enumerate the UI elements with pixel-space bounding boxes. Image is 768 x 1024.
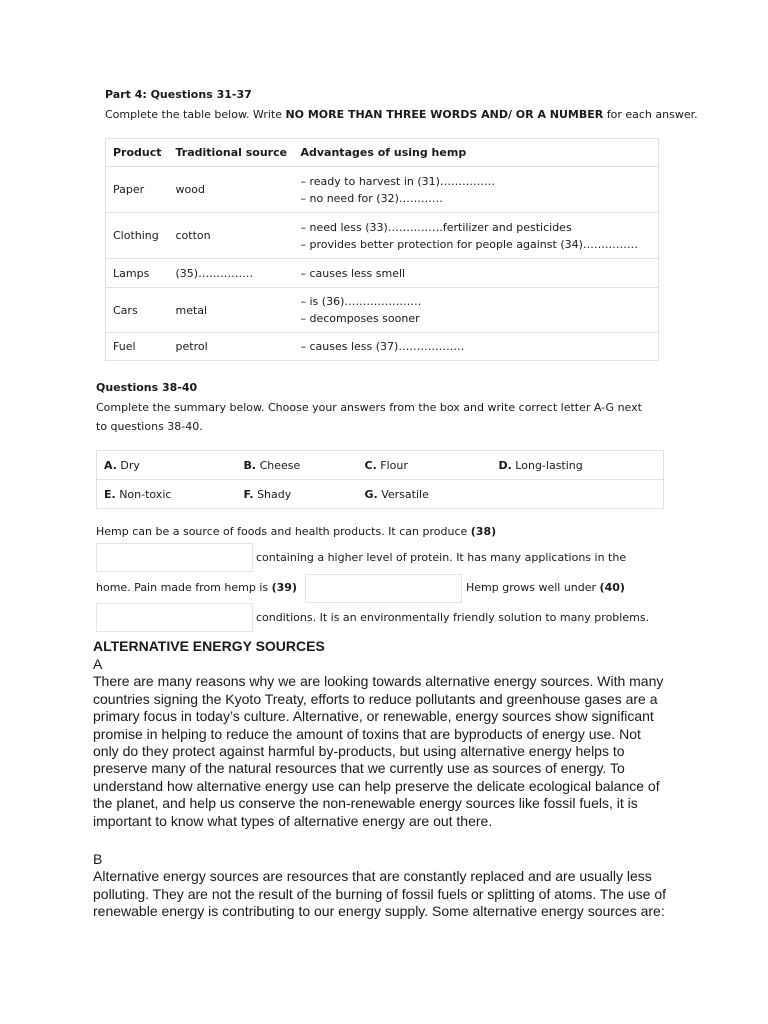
cell-product: Clothing [106, 213, 169, 259]
options-box [96, 450, 664, 509]
section-label: A [93, 656, 103, 672]
cell-source: cotton [169, 213, 294, 259]
instruction-text-end: for each answer. [603, 108, 698, 121]
table-row [106, 167, 659, 213]
hemp-table [105, 138, 659, 361]
summary-line-1 [96, 525, 496, 538]
table-row [106, 333, 659, 361]
paragraph-line: the planet, and help us conserve the non-renewable energy sources like fossil fuels, it is [93, 795, 638, 812]
question-number-38: (38) [470, 525, 497, 538]
option-letter: D. [498, 458, 512, 472]
paragraph-line: polluting. They are not the result of the burning of fossil fuels or splitting of atoms. The use of [93, 885, 667, 902]
option-text: Non-toxic [115, 487, 172, 501]
cell-source: wood [169, 167, 294, 213]
col-traditional-source: Traditional source [169, 139, 294, 167]
cell-product: Fuel [106, 333, 169, 361]
instruction-line-1: Complete the summary below. Choose your answers from the box and write correct letter A-G next [96, 401, 642, 414]
summary-line-4: conditions. It is an environmentally friendly solution to many problems. [256, 611, 650, 624]
summary-line-3b [466, 581, 625, 594]
paragraph-line: promise in helping to reduce the amount of toxins that are byproducts of energy use. Not [93, 725, 641, 742]
summary-text: Hemp grows well under [466, 581, 600, 594]
paragraph-line: There are many reasons why we are looking towards alternative energy sources. With many [93, 673, 664, 690]
section-label: B [93, 851, 103, 867]
advantage-line: – provides better protection for people against (34)…………… [300, 237, 638, 251]
options-row [97, 451, 664, 480]
col-advantages: Advantages of using hemp [294, 139, 659, 167]
paragraph-line: important to know what types of alternative energy are out there. [93, 812, 493, 829]
summary-line-2: containing a higher level of protein. It has many applications in the [256, 551, 627, 564]
paragraph-line: countries signing the Kyoto Treaty, efforts to reduce pollutants and greenhouse gases are a [93, 690, 658, 707]
cell-advantages [294, 167, 659, 213]
option-letter: C. [364, 458, 377, 472]
question-number-40: (40) [599, 581, 625, 594]
part38-instruction [96, 398, 642, 436]
article-section-a [93, 656, 693, 830]
option-text: Dry [116, 458, 140, 472]
option-d [492, 451, 664, 480]
table-row [106, 288, 659, 333]
answer-blank-39[interactable] [305, 574, 462, 603]
option-letter: E. [104, 487, 116, 501]
cell-product: Paper [106, 167, 169, 213]
advantage-line: – need less (33)……………fertilizer and pesticides [300, 220, 572, 234]
cell-source: metal [169, 288, 294, 333]
advantage-line: – is (36)………………… [300, 295, 422, 308]
paragraph-line: only do they protect against harmful by-products, but using alternative energy helps to [93, 743, 625, 760]
cell-advantages [294, 333, 659, 361]
advantage-line: – ready to harvest in (31)…………… [300, 174, 495, 188]
cell-advantages [294, 288, 659, 333]
paragraph-line: Alternative energy sources are resources that are constantly replaced and are usually less [93, 868, 652, 885]
options-row [97, 480, 664, 509]
part38-heading: Questions 38-40 [96, 381, 198, 394]
cell-advantages [294, 259, 659, 288]
option-text: Flour [376, 458, 408, 472]
cell-source: petrol [169, 333, 294, 361]
option-letter: G. [364, 487, 378, 501]
option-letter: A. [104, 458, 117, 472]
answer-blank-38[interactable] [96, 543, 253, 572]
option-b [237, 451, 358, 480]
cell-product: Cars [106, 288, 169, 333]
option-text: Shady [253, 487, 292, 501]
option-a [97, 451, 237, 480]
part4-heading: Part 4: Questions 31-37 [105, 88, 252, 101]
answer-blank-40[interactable] [96, 603, 253, 632]
summary-line-3 [96, 581, 297, 594]
cell-advantages [294, 213, 659, 259]
table-row [106, 259, 659, 288]
cell-product: Lamps [106, 259, 169, 288]
article-section-b [93, 851, 693, 921]
option-letter: F. [243, 487, 254, 501]
instruction-emphasis: NO MORE THAN THREE WORDS AND/ OR A NUMBER [285, 108, 604, 121]
advantage-line: – causes less smell [300, 266, 406, 280]
question-number-39: (39) [271, 581, 297, 594]
option-letter: B. [243, 458, 257, 472]
cell-source: (35)…………… [169, 259, 294, 288]
part4-instruction [105, 105, 698, 124]
option-f [237, 480, 358, 509]
col-product: Product [106, 139, 169, 167]
option-c [358, 451, 492, 480]
advantage-line: – no need for (32)………… [300, 191, 443, 205]
article-title: ALTERNATIVE ENERGY SOURCES [93, 638, 325, 654]
option-e [97, 480, 237, 509]
option-text: Long-lasting [511, 458, 583, 472]
advantage-line: – decomposes sooner [300, 312, 420, 325]
advantage-line: – causes less (37)……………… [300, 340, 465, 353]
option-text: Versatile [377, 487, 429, 501]
summary-text: home. Pain made from hemp is [96, 581, 272, 594]
option-empty [492, 480, 664, 509]
paragraph-line: primary focus in today’s culture. Alternative, or renewable, energy sources show significant [93, 708, 654, 725]
summary-text: Hemp can be a source of foods and health products. It can produce [96, 525, 471, 538]
option-g [358, 480, 492, 509]
paragraph-line: renewable energy is contributing to our energy supply. Some alternative energy sources are: [93, 903, 665, 920]
paragraph-line: preserve many of the natural resources that we currently use as sources of energy. To [93, 760, 625, 777]
option-text: Cheese [256, 458, 301, 472]
instruction-line-2: to questions 38-40. [96, 420, 203, 433]
paragraph-line: understand how alternative energy use can help preserve the delicate ecological balance of [93, 777, 660, 794]
table-header-row [106, 139, 659, 167]
instruction-text: Complete the table below. Write [105, 108, 286, 121]
table-row [106, 213, 659, 259]
